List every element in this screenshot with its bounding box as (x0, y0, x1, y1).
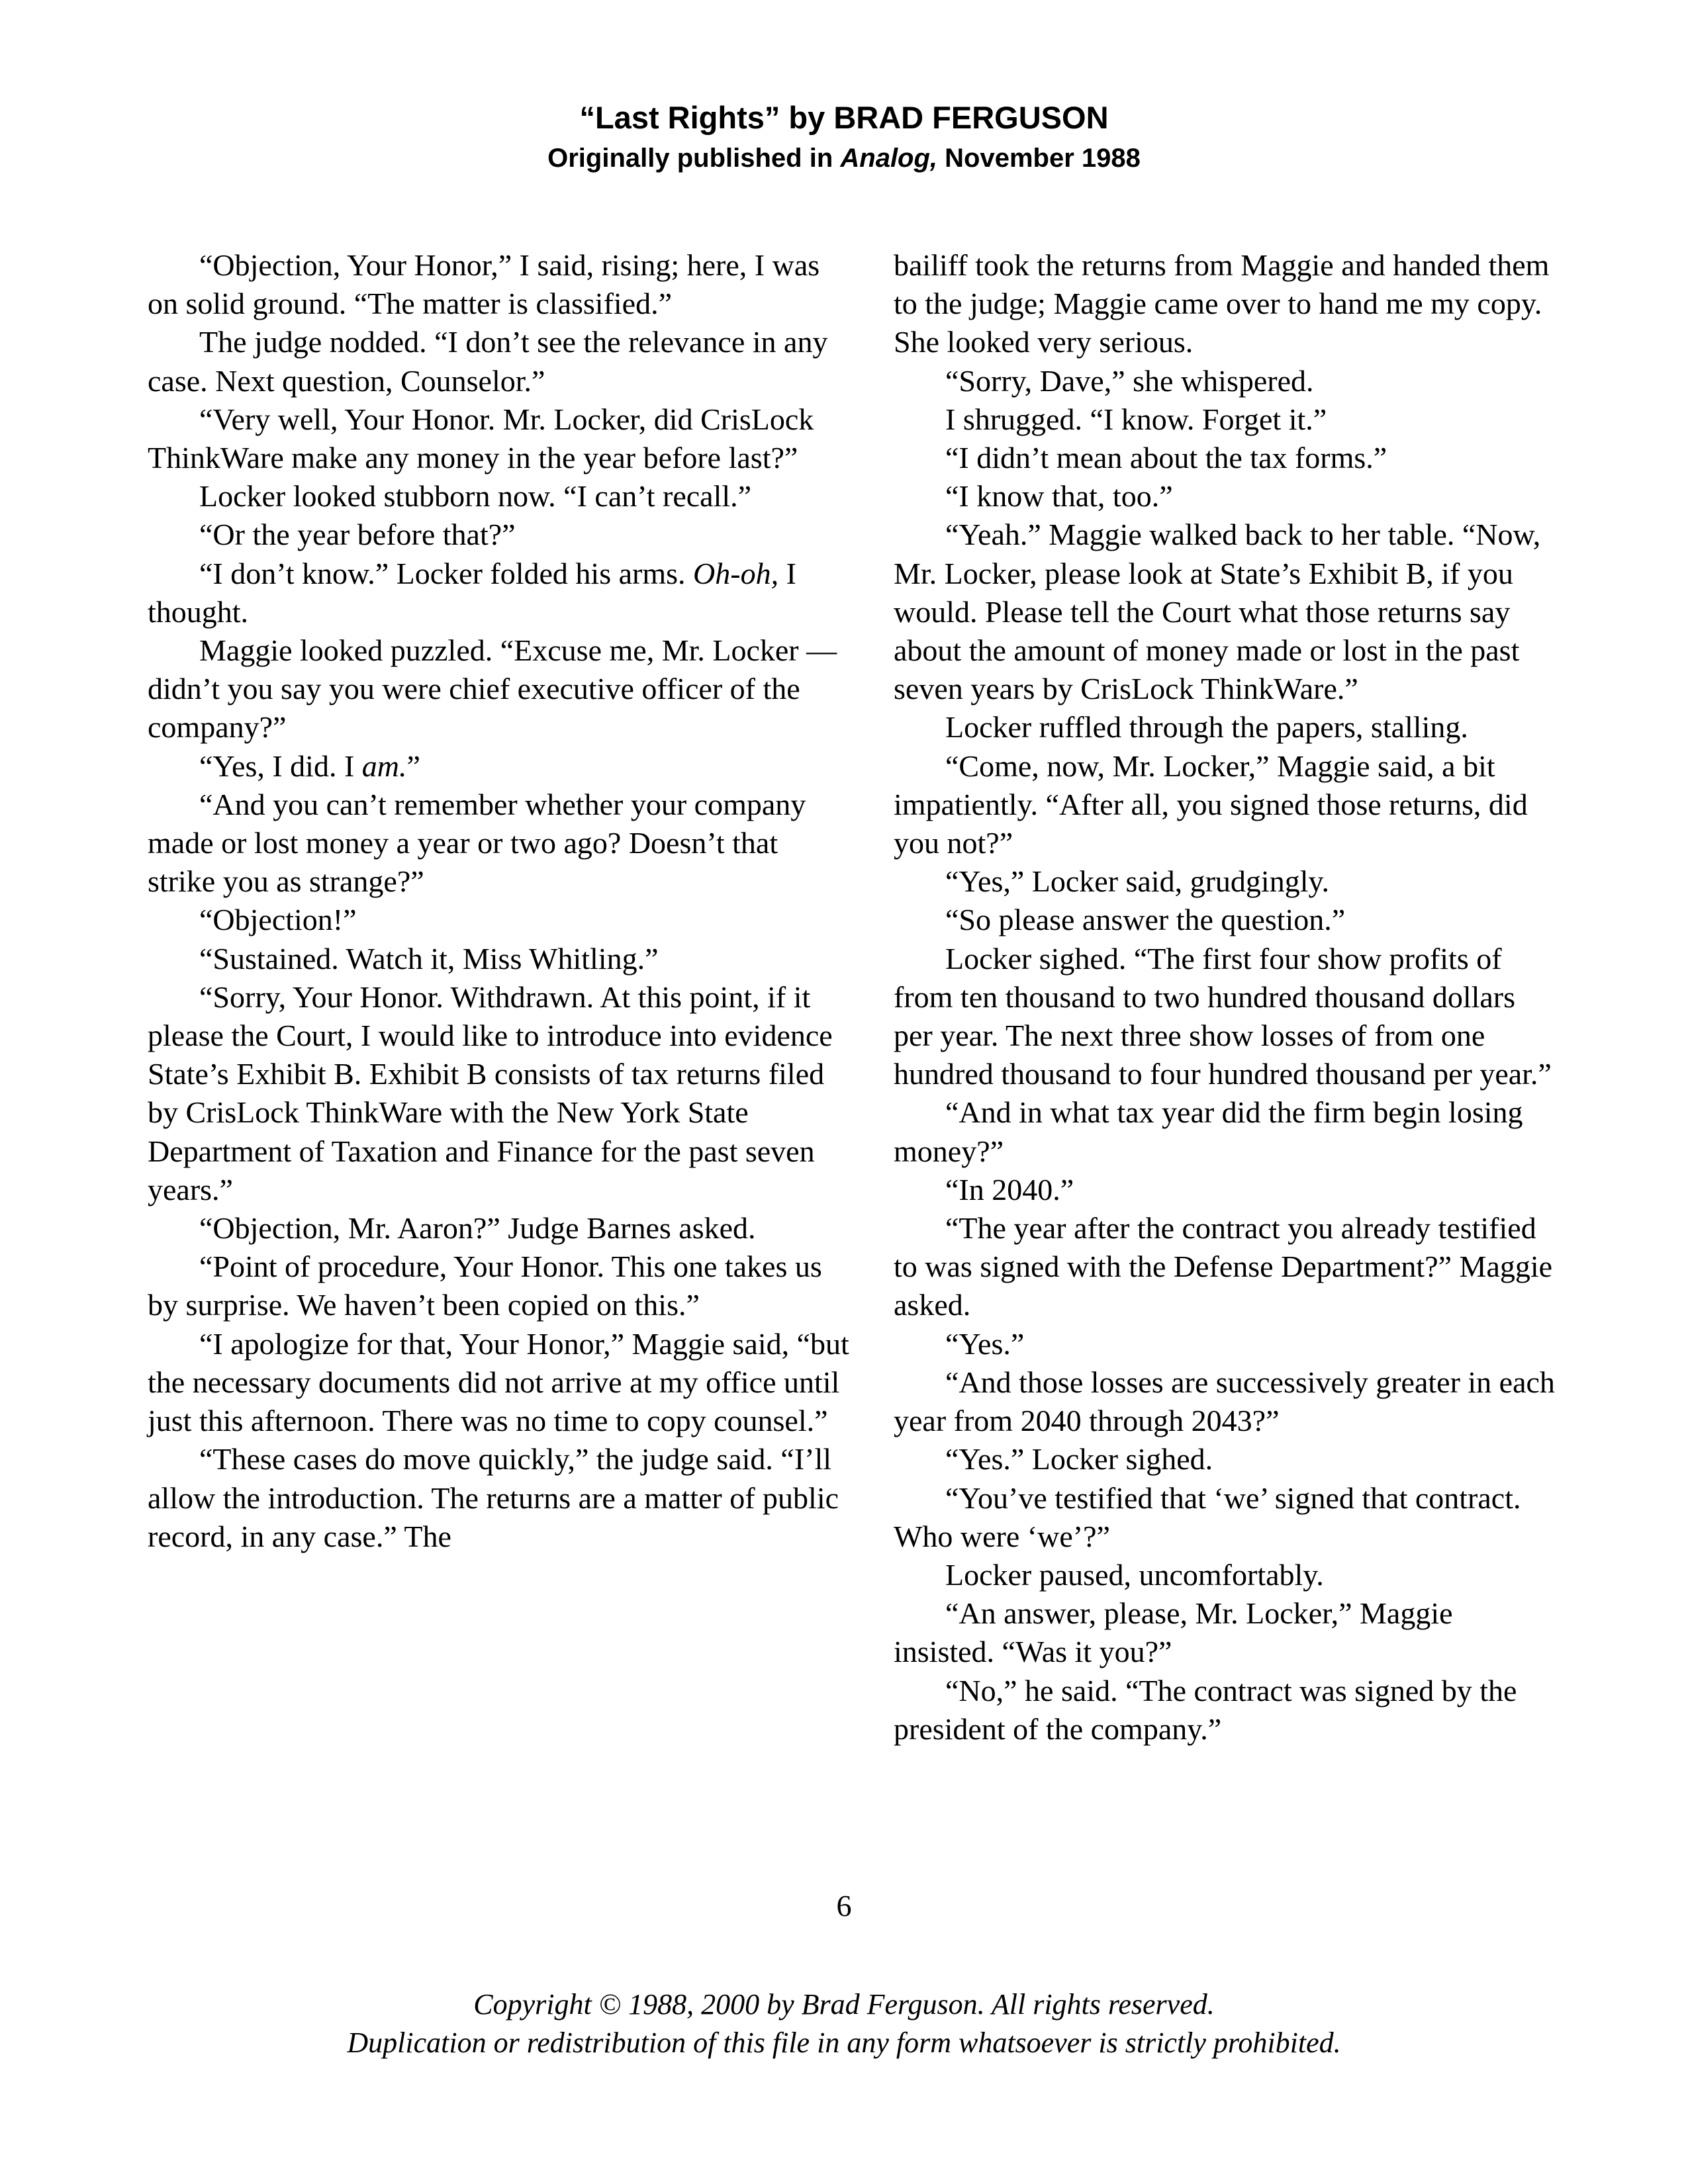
paragraph: Maggie looked puzzled. “Excuse me, Mr. Locker — didn’t you say you were chief executive officer of the company?” (148, 633, 837, 745)
paragraph: Locker paused, uncomfortably. (945, 1557, 1324, 1592)
paragraph: “Yes.” Locker sighed. (945, 1442, 1213, 1477)
right-column-paragraphs (894, 362, 1556, 1749)
paragraph: “Come, now, Mr. Locker,” Maggie said, a bit impatiently. “After all, you signed those returns, did you not?” (894, 749, 1528, 860)
publication-date: November 1988 (937, 144, 1141, 173)
paragraph: “Sustained. Watch it, Miss Whitling.” (199, 941, 659, 976)
paragraph: “Objection, Your Honor,” I said, rising; here, I was on solid ground. “The matter is classified.” (148, 248, 820, 321)
paragraph: “You’ve testified that ‘we’ signed that contract. Who were ‘we’?” (894, 1480, 1521, 1553)
paragraph: “So please answer the question.” (945, 903, 1346, 937)
copyright-footer (0, 1985, 1688, 2062)
page-number: 6 (836, 1889, 852, 1923)
paragraph: “Sorry, Dave,” she whispered. (945, 363, 1314, 398)
left-text-column (148, 246, 849, 1556)
paragraph: “In 2040.” (945, 1172, 1074, 1206)
paragraph: “The year after the contract you already testified to was signed with the Defense Department?” Maggie asked. (894, 1211, 1553, 1322)
paragraph: Locker sighed. “The first four show profits of from ten thousand to two hundred thousand dollars per year. The next three show losses of from one hundred thousand to four hundred thousand per year.” (894, 941, 1552, 1091)
paragraph: “Yes, I did. I am.” (199, 749, 420, 783)
paragraph: “Yes,” Locker said, grudgingly. (945, 864, 1330, 899)
distribution-notice: Duplication or redistribution of this file in any form whatsoever is strictly prohibited. (347, 2026, 1341, 2059)
paragraph: “And you can’t remember whether your company made or lost money a year or two ago? Doesn’t that strike you as strange?” (148, 787, 806, 899)
paragraph: “I didn’t mean about the tax forms.” (945, 441, 1387, 475)
paragraph: “Very well, Your Honor. Mr. Locker, did CrisLock ThinkWare make any money in the year before last?” (148, 402, 814, 475)
paragraph: “Sorry, Your Honor. Withdrawn. At this point, if it please the Court, I would like to introduce into evidence State’s Exhibit B. Exhibit B consists of tax returns filed by CrisLock ThinkWare with the New York State Department of Taxation and Finance for the past seven years.” (148, 979, 833, 1206)
right-text-column (894, 246, 1556, 1749)
paragraph: “Yes.” (945, 1326, 1025, 1361)
paragraph: “And those losses are successively greater in each year from 2040 through 2043?” (894, 1365, 1555, 1438)
magazine-name: Analog, (840, 144, 938, 173)
paragraph: “Yeah.” Maggie walked back to her table. “Now, Mr. Locker, please look at State’s Exhibit B, if you would. Please tell the Court what those returns say about the amount of money made or lost in the past seven years by CrisLock ThinkWare.” (894, 518, 1541, 706)
copyright-line: Copyright © 1988, 2000 by Brad Ferguson. All rights reserved. (473, 1988, 1215, 2021)
paragraph: “I apologize for that, Your Honor,” Maggie said, “but the necessary documents did not arrive at my office until just this afternoon. There was no time to copy counsel.” (148, 1326, 849, 1438)
paragraph: “An answer, please, Mr. Locker,” Maggie insisted. “Was it you?” (894, 1596, 1453, 1669)
publication-line (0, 142, 1688, 175)
paragraph: “Point of procedure, Your Honor. This one takes us by surprise. We haven’t been copied on this.” (148, 1250, 822, 1322)
paragraph: “Or the year before that?” (199, 518, 516, 552)
paragraph: “I don’t know.” Locker folded his arms. Oh-oh, I thought. (148, 556, 796, 629)
paragraph: I shrugged. “I know. Forget it.” (945, 402, 1327, 436)
paragraph: “Objection, Mr. Aaron?” Judge Barnes asked. (199, 1211, 756, 1246)
paragraph: “And in what tax year did the firm begin losing money?” (894, 1095, 1523, 1168)
paragraph: Locker looked stubborn now. “I can’t recall.” (199, 479, 752, 514)
paragraph: Locker ruffled through the papers, stalling. (945, 710, 1468, 745)
paragraph: “I know that, too.” (945, 479, 1173, 514)
page-title: “Last Rights” by BRAD FERGUSON (579, 100, 1109, 135)
publication-prefix: Originally published in (547, 144, 841, 173)
paragraph: bailiff took the returns from Maggie and handed them to the judge; Maggie came over to hand me my copy. She looked very serious. (894, 248, 1550, 359)
paragraph: “Objection!” (199, 903, 357, 937)
paragraph: “No,” he said. “The contract was signed by the president of the company.” (894, 1673, 1517, 1746)
paragraph: “These cases do move quickly,” the judge said. “I’ll allow the introduction. The returns are a matter of public record, in any case.” The (148, 1442, 839, 1553)
paragraph: The judge nodded. “I don’t see the relevance in any case. Next question, Counselor.” (148, 325, 828, 398)
